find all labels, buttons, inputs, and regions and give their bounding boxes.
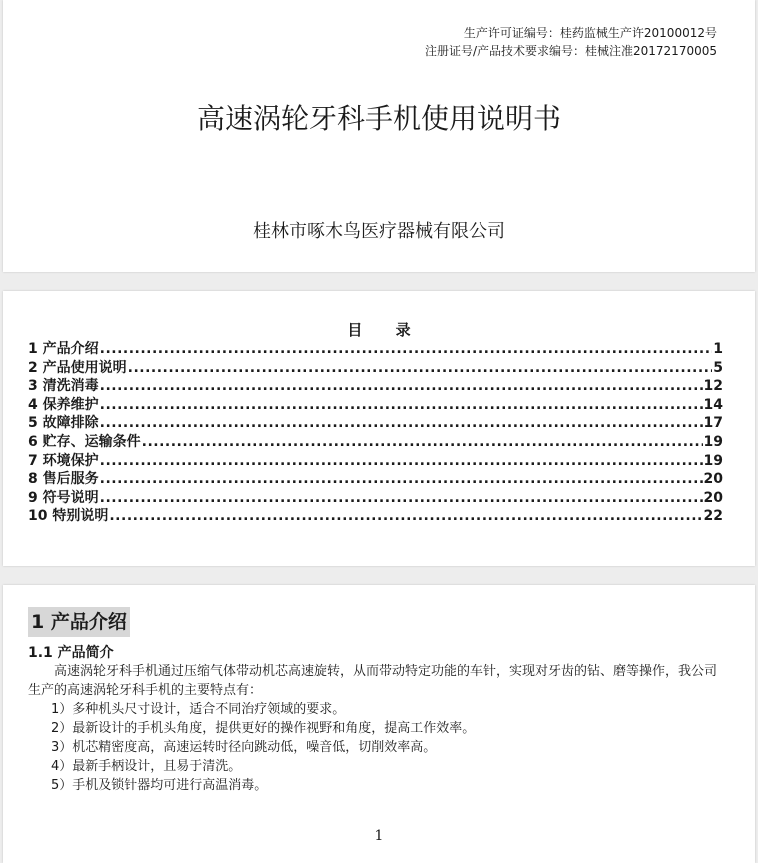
toc-item-label: 2 产品使用说明: [28, 359, 127, 376]
feature-item: 3）机芯精密度高，高速运转时径向跳动低，噪音低，切削效率高。: [51, 740, 437, 755]
toc-item-page: 12: [703, 378, 723, 394]
toc-title: 目 录: [347, 321, 425, 339]
toc-item[interactable]: [28, 468, 723, 487]
toc-page: [3, 291, 755, 566]
toc-item-page: 14: [703, 396, 723, 413]
feature-item: 1）多种机头尺寸设计，适合不同治疗领域的要求。: [51, 702, 346, 717]
section-body: [28, 662, 728, 795]
toc-item-page: 17: [703, 415, 723, 431]
toc-dot-leader: [109, 508, 702, 524]
toc-item[interactable]: [28, 357, 723, 376]
toc-item[interactable]: [28, 431, 723, 450]
toc-item-label: 8 售后服务: [28, 471, 99, 487]
toc-item-label: 1 产品介绍: [28, 341, 99, 357]
production-license-line: 生产许可证编号：桂药监械生产许20100012号: [463, 26, 717, 40]
toc-item-label: 5 故障排除: [28, 415, 99, 431]
document-title: 高速涡轮牙科手机使用说明书: [196, 102, 561, 135]
toc-item[interactable]: [28, 375, 723, 394]
toc-item[interactable]: [28, 487, 723, 506]
toc-item[interactable]: [28, 338, 723, 357]
feature-list: [28, 700, 728, 795]
cover-page: [3, 0, 755, 272]
toc-item-page: 22: [703, 508, 723, 524]
toc-item-page: 19: [703, 452, 723, 469]
toc-dot-leader: [100, 397, 703, 413]
intro-paragraph: 高速涡轮牙科手机通过压缩气体带动机芯高速旋转，从而带动特定功能的车针，实现对牙齿的钻、磨等操作，我公司生产的高速涡轮牙科手机的主要特点有：: [28, 664, 718, 698]
toc-item-page: 19: [703, 433, 723, 450]
page-number: 1: [374, 828, 384, 844]
toc-item[interactable]: [28, 505, 723, 524]
toc-item[interactable]: [28, 394, 723, 413]
toc-dot-leader: [100, 415, 703, 431]
subsection-heading: 1.1 产品简介: [28, 645, 114, 661]
toc-item-label: 6 贮存、运输条件: [28, 433, 141, 450]
toc-item-label: 3 清洗消毒: [28, 378, 99, 394]
toc-dot-leader: [100, 378, 703, 394]
toc-dot-leader: [100, 453, 703, 469]
toc-dot-leader: [142, 434, 703, 450]
toc-item-page: 20: [703, 471, 723, 487]
registration-number-line: 注册证号/产品技术要求编号：桂械注准20172170005: [424, 44, 717, 58]
toc-dot-leader: [100, 471, 703, 487]
content-page: [3, 585, 755, 863]
toc-dot-leader: [100, 341, 713, 357]
toc-item[interactable]: [28, 450, 723, 469]
toc-item[interactable]: [28, 412, 723, 431]
feature-item: 5）手机及锁针器均可进行高温消毒。: [51, 778, 268, 793]
toc-item-label: 10 特别说明: [28, 508, 109, 524]
toc-list: [28, 338, 723, 524]
toc-item-label: 7 环境保护: [28, 452, 99, 469]
section-heading: 1 产品介绍: [28, 607, 130, 637]
toc-item-page: 1: [713, 341, 723, 357]
toc-dot-leader: [100, 490, 703, 506]
company-name: 桂林市啄木鸟医疗器械有限公司: [253, 221, 505, 242]
toc-item-label: 4 保养维护: [28, 396, 99, 413]
feature-item: 4）最新手柄设计，且易于清洗。: [51, 759, 242, 774]
toc-dot-leader: [128, 360, 713, 376]
toc-item-page: 20: [703, 489, 723, 506]
toc-item-label: 9 符号说明: [28, 489, 99, 506]
toc-item-page: 5: [713, 359, 723, 376]
feature-item: 2）最新设计的手机头角度，提供更好的操作视野和角度，提高工作效率。: [51, 721, 476, 736]
